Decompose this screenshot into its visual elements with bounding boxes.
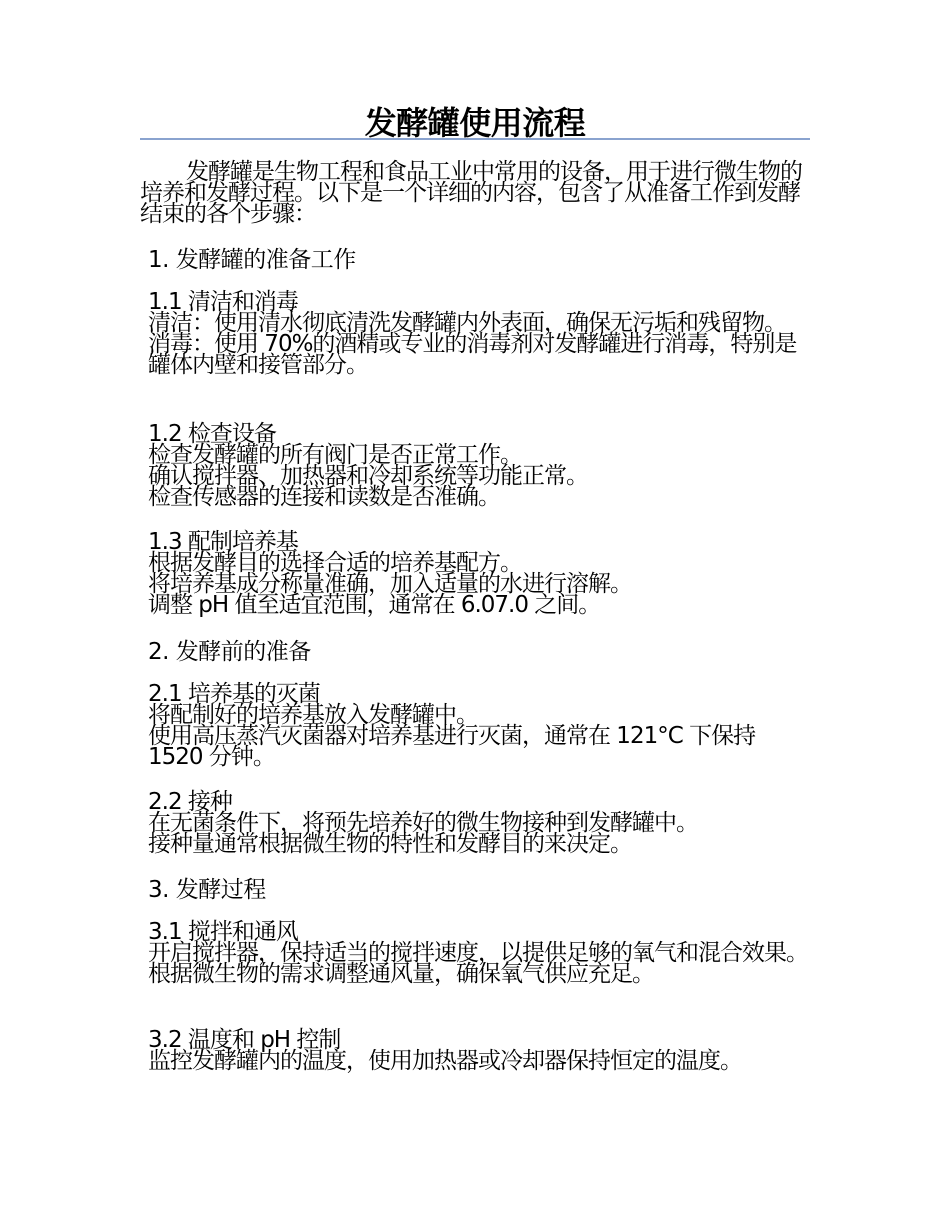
- intro-text: 发酵罐是生物工程和食品工业中常用的设备，用于进行微生物的培养和发酵过程。以下是一个详细的内容，包含了从准备工作到发酵结束的各个步骤：: [140, 159, 802, 227]
- body-line: 使用高压蒸汽灭菌器对培养基进行灭菌，通常在 121°C 下保持 1520 分钟。: [148, 723, 756, 770]
- body-line: 根据微生物的需求调整通风量，确保氧气供应充足。: [148, 961, 654, 987]
- section-2-1-heading: 2.1 培养基的灭菌: [148, 681, 320, 707]
- section-1-heading: 1. 发酵罐的准备工作: [148, 247, 356, 273]
- section-3-2-heading: 3.2 温度和 pH 控制: [148, 1027, 341, 1053]
- section-1-1-heading: 1.1 清洁和消毒: [148, 289, 298, 315]
- section-1-2-heading: 1.2 检查设备: [148, 421, 276, 447]
- document-title: 发酵罐使用流程: [364, 104, 586, 142]
- body-line: 清洁：使用清水彻底清洗发酵罐内外表面，确保无污垢和残留物。: [148, 310, 786, 336]
- section-3-1-body: [140, 940, 812, 987]
- section-3-1-heading: 3.1 搅拌和通风: [148, 919, 298, 945]
- body-line: 将配制好的培养基放入发酵罐中。: [148, 702, 478, 728]
- body-line: 检查传感器的连接和读数是否准确。: [148, 484, 500, 510]
- intro-paragraph: [140, 159, 812, 227]
- section-2-2-body: [140, 810, 812, 857]
- section-2-2-heading: 2.2 接种: [148, 789, 232, 815]
- body-line: 调整 pH 值至适宜范围，通常在 6.07.0 之间。: [148, 592, 601, 618]
- body-line: 消毒：使用 70%的酒精或专业的消毒剂对发酵罐进行消毒，特别是罐体内壁和接管部分。: [148, 331, 797, 378]
- body-line: 监控发酵罐内的温度，使用加热器或冷却器保持恒定的温度。: [148, 1048, 742, 1074]
- section-1-2-body: [140, 442, 812, 510]
- section-3-heading: 3. 发酵过程: [148, 877, 266, 903]
- body-line: 接种量通常根据微生物的特性和发酵目的来决定。: [148, 831, 632, 857]
- body-line: 将培养基成分称量准确，加入适量的水进行溶解。: [148, 571, 632, 597]
- title-underline: [140, 138, 810, 140]
- body-line: 确认搅拌器、加热器和冷却系统等功能正常。: [148, 463, 588, 489]
- section-2-heading: 2. 发酵前的准备: [148, 639, 311, 665]
- body-line: 开启搅拌器，保持适当的搅拌速度，以提供足够的氧气和混合效果。: [148, 940, 808, 966]
- section-1-1-body: [140, 310, 812, 378]
- section-1-3-heading: 1.3 配制培养基: [148, 529, 298, 555]
- body-line: 根据发酵目的选择合适的培养基配方。: [148, 550, 522, 576]
- section-2-1-body: [140, 702, 812, 770]
- body-line: 在无菌条件下，将预先培养好的微生物接种到发酵罐中。: [148, 810, 698, 836]
- body-line: 检查发酵罐的所有阀门是否正常工作。: [148, 442, 522, 468]
- section-3-2-body: [140, 1048, 812, 1074]
- section-1-3-body: [140, 550, 812, 618]
